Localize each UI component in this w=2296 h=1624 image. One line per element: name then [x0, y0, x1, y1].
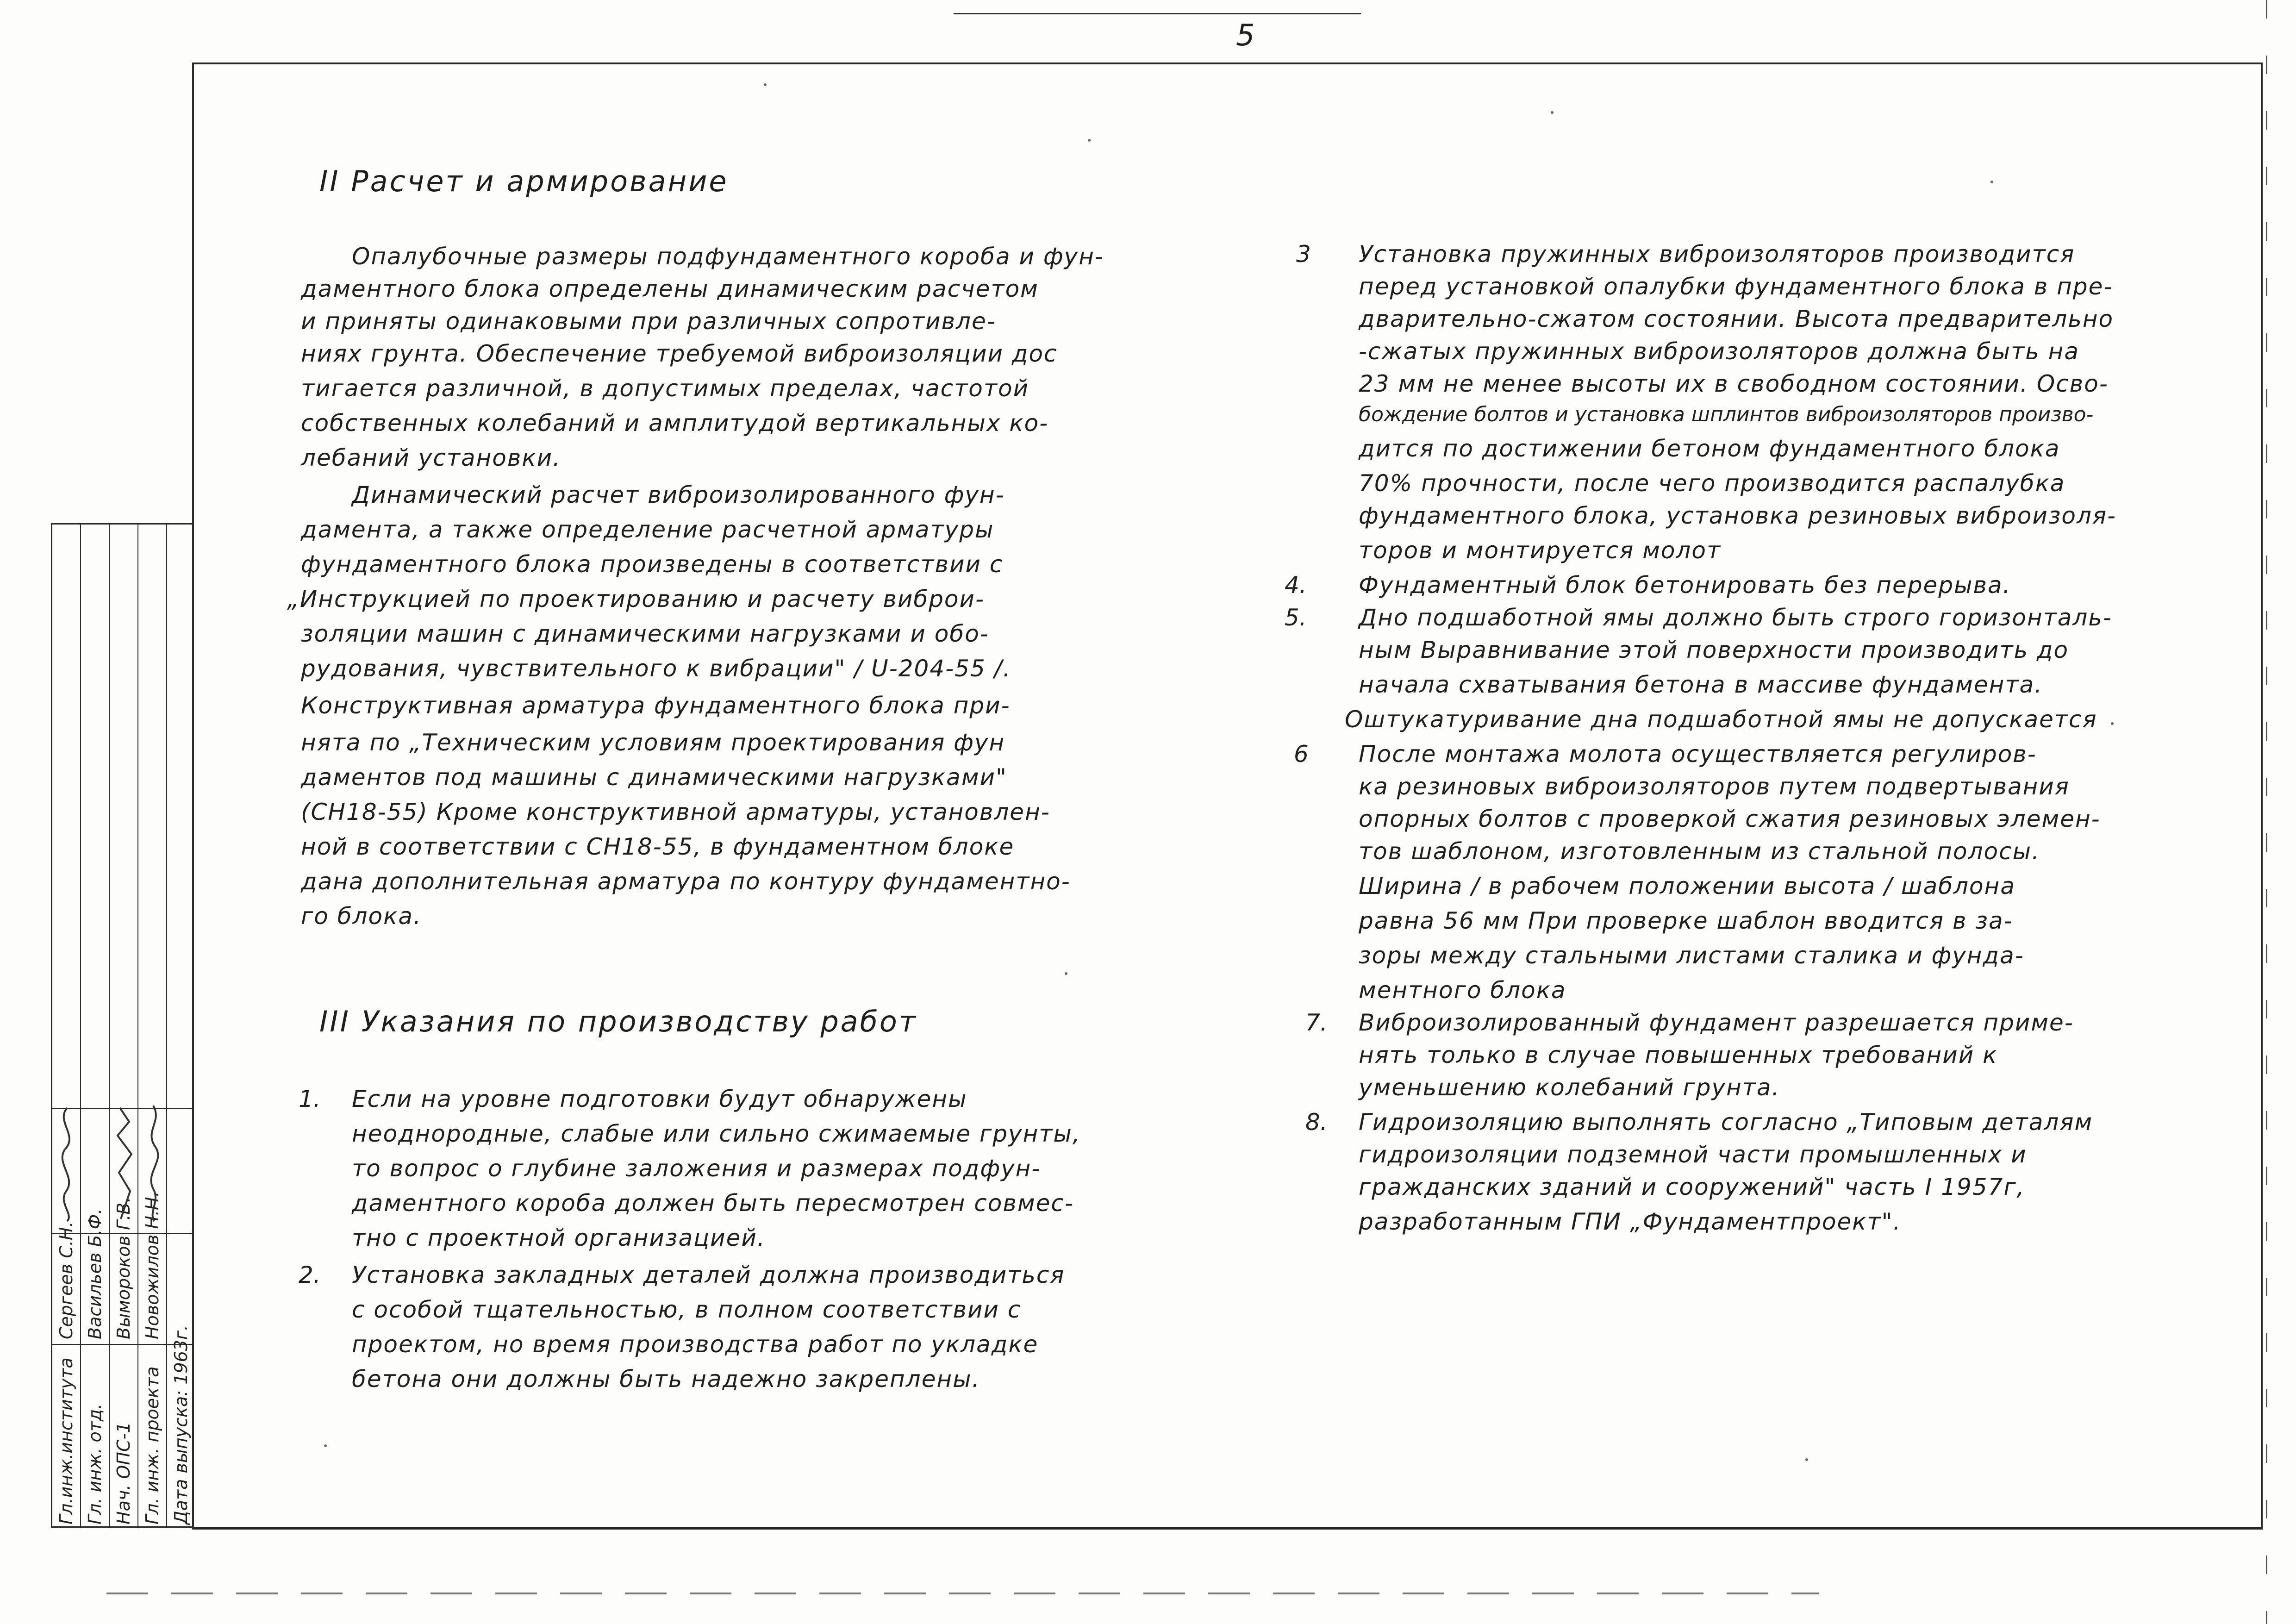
text-line: Установка пружинных виброизоляторов производится: [1359, 241, 2075, 268]
title-block-column: [81, 525, 110, 1526]
text-line: даментного блока определены динамическим расчетом: [301, 275, 1039, 302]
text-line: ментного блока: [1359, 977, 1566, 1004]
item-number: 2.: [299, 1262, 321, 1288]
title-block-role: Гл. инж. отд.: [85, 1403, 105, 1524]
text-line: 70% прочности, после чего производится распалубка: [1359, 470, 2065, 497]
section-heading: III Указания по производству работ: [319, 1005, 917, 1038]
text-line: ной в соответствии с СН18-55, в фундаментном блоке: [301, 833, 1015, 860]
scan-speck: [324, 1444, 327, 1447]
signature-mark: [111, 1103, 138, 1224]
title-block: [51, 523, 192, 1528]
text-line: тно с проектной организацией.: [352, 1224, 766, 1251]
item-number: 8.: [1305, 1109, 1328, 1136]
text-line: ка резиновых виброизоляторов путем подвертывания: [1359, 773, 2070, 800]
text-line: и приняты одинаковыми при различных сопротивле-: [301, 308, 996, 335]
section-heading: II Расчет и армирование: [319, 164, 729, 198]
scan-speck: [1805, 1458, 1808, 1461]
text-line: перед установкой опалубки фундаментного блока в пре-: [1359, 273, 2113, 300]
text-line: опорных болтов с проверкой сжатия резиновых элемен-: [1359, 806, 2101, 832]
scan-speck: [1551, 111, 1554, 114]
scan-speck: [1065, 972, 1067, 975]
text-line: Оштукатуривание дна подшаботной ямы не допускается: [1345, 706, 2097, 733]
text-line: рудования, чувствительного к вибрации" / U-204-55 /.: [301, 655, 1011, 682]
text-line: дамента, а также определение расчетной арматуры: [301, 516, 994, 543]
item-number: 6: [1294, 741, 1309, 768]
top-rule: [954, 13, 1361, 14]
item-number: 7.: [1305, 1009, 1328, 1036]
text-line: разработанным ГПИ „Фундаментпроект".: [1359, 1208, 1902, 1235]
text-line: с особой тщательностью, в полном соответствии с: [352, 1296, 1022, 1323]
text-line: фундаментного блока произведены в соответствии с: [301, 551, 1004, 578]
scan-speck: [764, 83, 767, 86]
title-block-name: Вымороков Г.В.: [113, 1197, 134, 1339]
text-line: проектом, но время производства работ по укладке: [352, 1331, 1039, 1358]
title-block-role: Гл. инж. проекта: [142, 1366, 162, 1524]
text-line: Дно подшаботной ямы должно быть строго горизонталь-: [1359, 604, 2112, 631]
text-line: торов и монтируется молот: [1359, 537, 1722, 564]
title-block-date: Дата выпуска: 1963г.: [171, 1325, 191, 1524]
text-line: уменьшению колебаний грунта.: [1359, 1074, 1780, 1101]
text-line: неоднородные, слабые или сильно сжимаемые грунты,: [352, 1120, 1081, 1147]
signature-mark: [139, 1103, 167, 1224]
text-line: даментов под машины с динамическими нагрузками": [301, 764, 1008, 791]
text-line: собственных колебаний и амплитудой вертикальных ко-: [301, 410, 1049, 437]
text-line: го блока.: [301, 903, 422, 930]
scan-speck: [1990, 181, 1993, 183]
text-line: ным Выравнивание этой поверхности производить до: [1359, 637, 2069, 663]
text-line: Ширина / в рабочем положении высота / шаблона: [1359, 873, 2015, 899]
text-line: После монтажа молота осуществляется регулиров-: [1359, 741, 2037, 768]
text-line: бетона они должны быть надежно закреплены.: [352, 1366, 980, 1393]
text-line: Виброизолированный фундамент разрешается приме-: [1359, 1009, 2074, 1036]
text-line: дана дополнительная арматура по контуру фундаментно-: [301, 868, 1071, 895]
text-line: начала схватывания бетона в массиве фундамента.: [1359, 671, 2043, 698]
text-line: бождение болтов и установка шплинтов виброизоляторов произво-: [1359, 403, 2094, 426]
title-block-name: Васильев Б.Ф.: [85, 1208, 105, 1339]
title-block-role: Нач. ОПС-1: [113, 1422, 134, 1524]
text-line: лебаний установки.: [301, 444, 561, 471]
text-line: золяции машин с динамическими нагрузками и обо-: [301, 620, 989, 647]
scan-speck: [1088, 139, 1091, 142]
text-line: нять только в случае повышенных требований к: [1359, 1042, 1998, 1068]
binding-edge-marks: [2266, 0, 2267, 1624]
text-line: Если на уровне подготовки будут обнаружены: [352, 1086, 967, 1112]
text-line: -сжатых пружинных виброизоляторов должна быть на: [1359, 338, 2079, 365]
text-line: тов шаблоном, изготовленным из стальной полосы.: [1359, 838, 2040, 865]
item-number: 4.: [1285, 572, 1307, 599]
text-line: равна 56 мм При проверке шаблон вводится в за-: [1359, 907, 2013, 934]
text-line: даментного короба должен быть пересмотрен совмес-: [352, 1190, 1074, 1217]
text-line: дится по достижении бетоном фундаментного блока: [1359, 435, 2060, 462]
text-line: 23 мм не менее высоты их в свободном состоянии. Осво-: [1359, 370, 2109, 397]
text-line: тигается различной, в допустимых пределах, частотой: [301, 375, 1029, 402]
text-line: ниях грунта. Обеспечение требуемой виброизоляции дос: [301, 340, 1058, 367]
scan-speck: [2111, 722, 2114, 725]
title-block-name: Новожилов Н.Н.: [142, 1191, 162, 1339]
text-line: Установка закладных деталей должна производиться: [352, 1262, 1065, 1288]
text-line: „Инструкцией по проектированию и расчету виброи-: [287, 586, 985, 612]
text-line: (СН18-55) Кроме конструктивной арматуры, установлен-: [301, 799, 1050, 825]
title-block-name: Сергеев С.Н.: [56, 1221, 76, 1339]
text-line: Фундаментный блок бетонировать без перерыва.: [1359, 572, 2011, 599]
text-line: дварительно-сжатом состоянии. Высота предварительно: [1359, 306, 2114, 332]
item-number: 5.: [1285, 604, 1307, 631]
signature-mark: [53, 1103, 81, 1224]
text-line: Динамический расчет виброизолированного фун-: [352, 481, 1005, 508]
text-line: фундаментного блока, установка резиновых виброизоля-: [1359, 502, 2117, 529]
page-number: 5: [1236, 19, 1255, 53]
title-block-role: Гл.инж.института: [56, 1357, 76, 1524]
bottom-dashed-line: [106, 1593, 1819, 1594]
item-number: 1.: [299, 1086, 321, 1112]
item-number: 3: [1296, 241, 1311, 268]
text-line: Конструктивная арматура фундаментного блока при-: [301, 692, 1011, 719]
text-line: то вопрос о глубине заложения и размерах подфун-: [352, 1155, 1041, 1182]
text-line: Опалубочные размеры подфундаментного короба и фун-: [352, 243, 1104, 270]
text-line: Гидроизоляцию выполнять согласно „Типовым деталям: [1359, 1109, 2093, 1136]
text-line: гражданских зданий и сооружений" часть I 1957г,: [1359, 1174, 2025, 1200]
text-line: зоры между стальными листами сталика и фунда-: [1359, 942, 2024, 969]
text-line: нята по „Техническим условиям проектирования фун: [301, 729, 1005, 756]
title-block-column: [110, 525, 138, 1526]
text-line: гидроизоляции подземной части промышленных и: [1359, 1141, 2027, 1168]
